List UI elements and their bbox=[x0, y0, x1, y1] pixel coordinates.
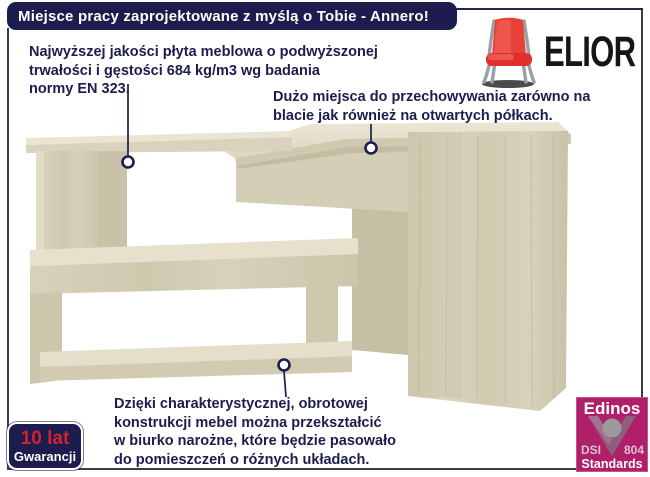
marker-rotation bbox=[279, 360, 290, 371]
red-chair-icon bbox=[478, 13, 540, 89]
text-line: normy EN 323. bbox=[29, 81, 130, 97]
standards-brand: Edinos bbox=[583, 399, 641, 418]
standards-804: 804 bbox=[623, 443, 644, 457]
warranty-label: Gwarancji bbox=[13, 448, 77, 464]
text-line: Dużo miejsca do przechowywania zarówno na bbox=[273, 89, 591, 105]
warranty-badge bbox=[7, 422, 83, 470]
frame-top-line bbox=[448, 8, 643, 10]
text-line: trwałości i gęstości 684 kg/m3 wg badania bbox=[29, 62, 320, 79]
brand-logo bbox=[470, 11, 640, 91]
text-line: Dzięki charakterystycznej, obrotowej bbox=[114, 396, 368, 412]
leader-rotation bbox=[284, 371, 286, 397]
text-line: Najwyższej jakości płyta meblowa o podwyższonej bbox=[29, 44, 378, 60]
frame-left-line bbox=[7, 28, 9, 470]
headline-text: Miejsce pracy zaprojektowane z myślą o Tobie - Annero! bbox=[18, 7, 429, 25]
marker-storage bbox=[366, 143, 377, 154]
standards-label: Standards bbox=[581, 457, 643, 471]
callout-storage-text bbox=[273, 88, 590, 125]
text-line: konstrukcji mebel można przekształcić bbox=[114, 414, 382, 431]
callout-rotation-text bbox=[114, 395, 396, 469]
text-line: w biurko narożne, które będzie pasowało bbox=[114, 433, 396, 449]
brand-wordmark: ELIOR bbox=[544, 27, 636, 75]
warranty-years: 10 lat bbox=[20, 427, 70, 449]
text-line: do pomieszczeń o różnych układach. bbox=[114, 451, 370, 468]
standards-dsi: DSI bbox=[581, 443, 602, 457]
marker-material bbox=[123, 157, 134, 168]
text-line: blacie jak również na otwartych półkach. bbox=[273, 107, 553, 124]
standards-badge bbox=[576, 397, 648, 472]
headline-banner bbox=[7, 2, 457, 30]
